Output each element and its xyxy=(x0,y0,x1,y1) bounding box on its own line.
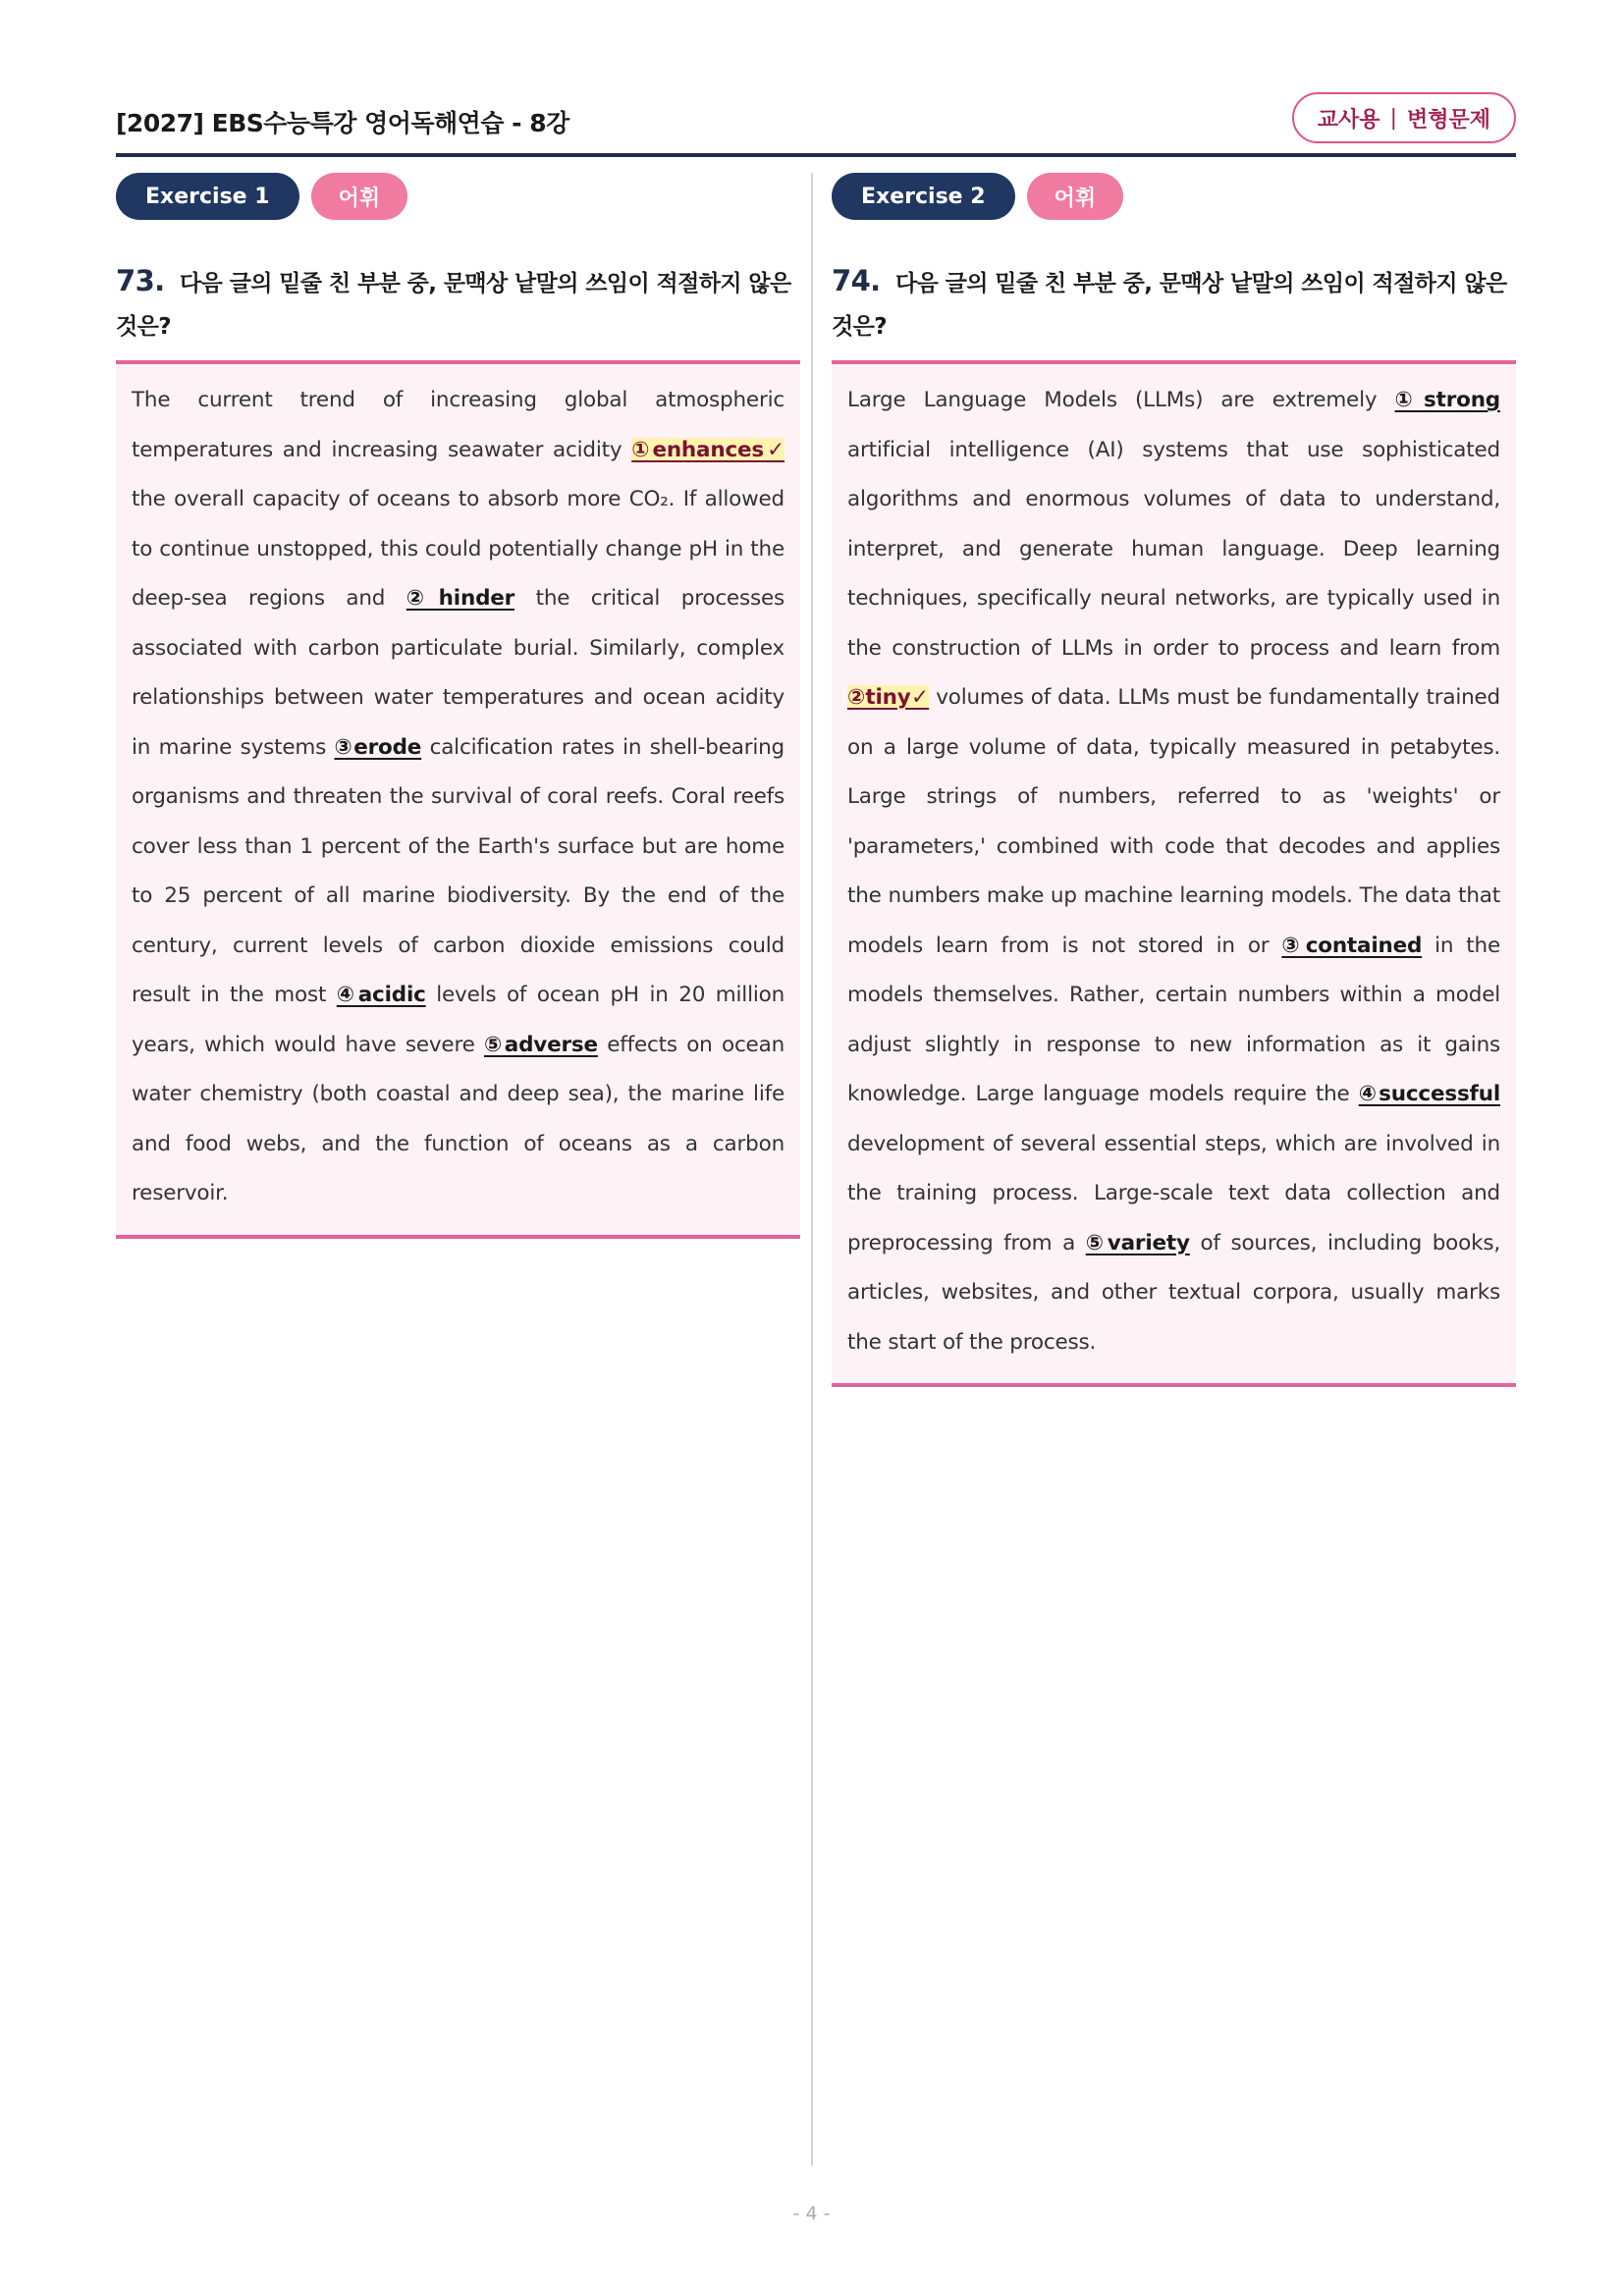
question-number: 74. xyxy=(832,264,881,297)
passage-box xyxy=(832,364,1516,1387)
underlined-choice: ④successful xyxy=(1358,1082,1500,1106)
question-text: 다음 글의 밑줄 친 부분 중, 문맥상 낱말의 쓰임이 적절하지 않은 것은? xyxy=(832,271,1507,340)
badge-type-label: 변형문제 xyxy=(1406,107,1490,133)
question-number: 73. xyxy=(116,264,165,297)
exercise-tags xyxy=(116,173,800,220)
underlined-choice: ⑤adverse xyxy=(484,1032,598,1057)
passage-text: effects on ocean water chemistry (both coastal and deep sea), the marine life and food webs, and the function of oceans as a carbon reservoir. xyxy=(132,1032,784,1205)
category-tag: 어휘 xyxy=(1027,173,1124,220)
edition-badge xyxy=(1292,92,1516,143)
answer-highlight: ①enhances✓ xyxy=(631,437,784,462)
passage-text: volumes of data. LLMs must be fundamentally trained on a large volume of data, typically measured in petabytes. Large strings of numbers, referred to as 'weights' or 'parameters,' combined with code that decodes and applies the numbers make up machine learning models. The data that models learn from is not stored in or xyxy=(847,685,1500,958)
exercise-column-1 xyxy=(116,173,800,1239)
underlined-choice: ①strong xyxy=(1394,388,1500,412)
exercise-tag: Exercise 1 xyxy=(116,173,299,220)
passage-text: the overall capacity of oceans to absorb more CO₂. If allowed to continue unstopped, this could potentially change pH in the deep-sea regions and xyxy=(132,487,784,611)
passage-box xyxy=(116,364,800,1239)
passage-text: The current trend of increasing global atmospheric temperatures and increasing seawater acidity xyxy=(132,388,784,462)
question-prompt xyxy=(116,259,800,364)
column-divider xyxy=(811,173,813,2165)
document-title: [2027] EBS수능특강 영어독해연습 - 8강 xyxy=(116,109,569,137)
underlined-choice: ⑤variety xyxy=(1085,1230,1190,1255)
passage-text: in the models themselves. Rather, certain numbers within a model adjust slightly in response to new information as it gains knowledge. Large language models require the xyxy=(847,933,1500,1106)
underlined-choice: ③contained xyxy=(1281,933,1423,958)
page-number: - 4 - xyxy=(792,2203,831,2224)
category-tag: 어휘 xyxy=(311,173,408,220)
exercise-tag: Exercise 2 xyxy=(832,173,1015,220)
passage-text: levels of ocean pH in 20 million years, which would have severe xyxy=(132,983,784,1057)
question-prompt xyxy=(832,259,1516,364)
passage-text: artificial intelligence (AI) systems that use sophisticated algorithms and enormous volumes of data to understand, interpret, and generate human language. Deep learning techniques, specifically neural networks, are typically used in the construction of LLMs in order to process and learn from xyxy=(847,437,1500,661)
underlined-choice: ②hinder xyxy=(406,586,515,611)
exercise-tags xyxy=(832,173,1516,220)
underlined-choice: ③erode xyxy=(334,734,422,760)
exercise-column-2 xyxy=(832,173,1516,1387)
badge-teacher-label: 교사용 xyxy=(1317,107,1380,133)
passage-text: the critical processes associated with carbon particulate burial. Similarly, complex relationships between water temperatures and ocean acidity in marine systems xyxy=(132,586,784,760)
passage-text: development of several essential steps, which are involved in the training process. Large-scale text data collection and preprocessing from a xyxy=(847,1131,1500,1255)
answer-highlight: ②tiny✓ xyxy=(847,685,930,710)
passage-text: of sources, including books, articles, websites, and other textual corpora, usually marks the start of the process. xyxy=(847,1230,1500,1355)
passage-text: calcification rates in shell-bearing organisms and threaten the survival of coral reefs. Coral reefs cover less than 1 percent of the Earth's surface but are home to 25 percent of all marine biodiversity. By the end of the century, current levels of carbon dioxide emissions could result in the most xyxy=(132,734,785,1007)
underlined-choice: ④acidic xyxy=(336,983,426,1007)
passage-text: Large Language Models (LLMs) are extremely xyxy=(847,388,1395,412)
question-text: 다음 글의 밑줄 친 부분 중, 문맥상 낱말의 쓰임이 적절하지 않은 것은? xyxy=(116,271,791,340)
badge-separator: | xyxy=(1389,105,1397,131)
page-header xyxy=(116,92,1516,157)
